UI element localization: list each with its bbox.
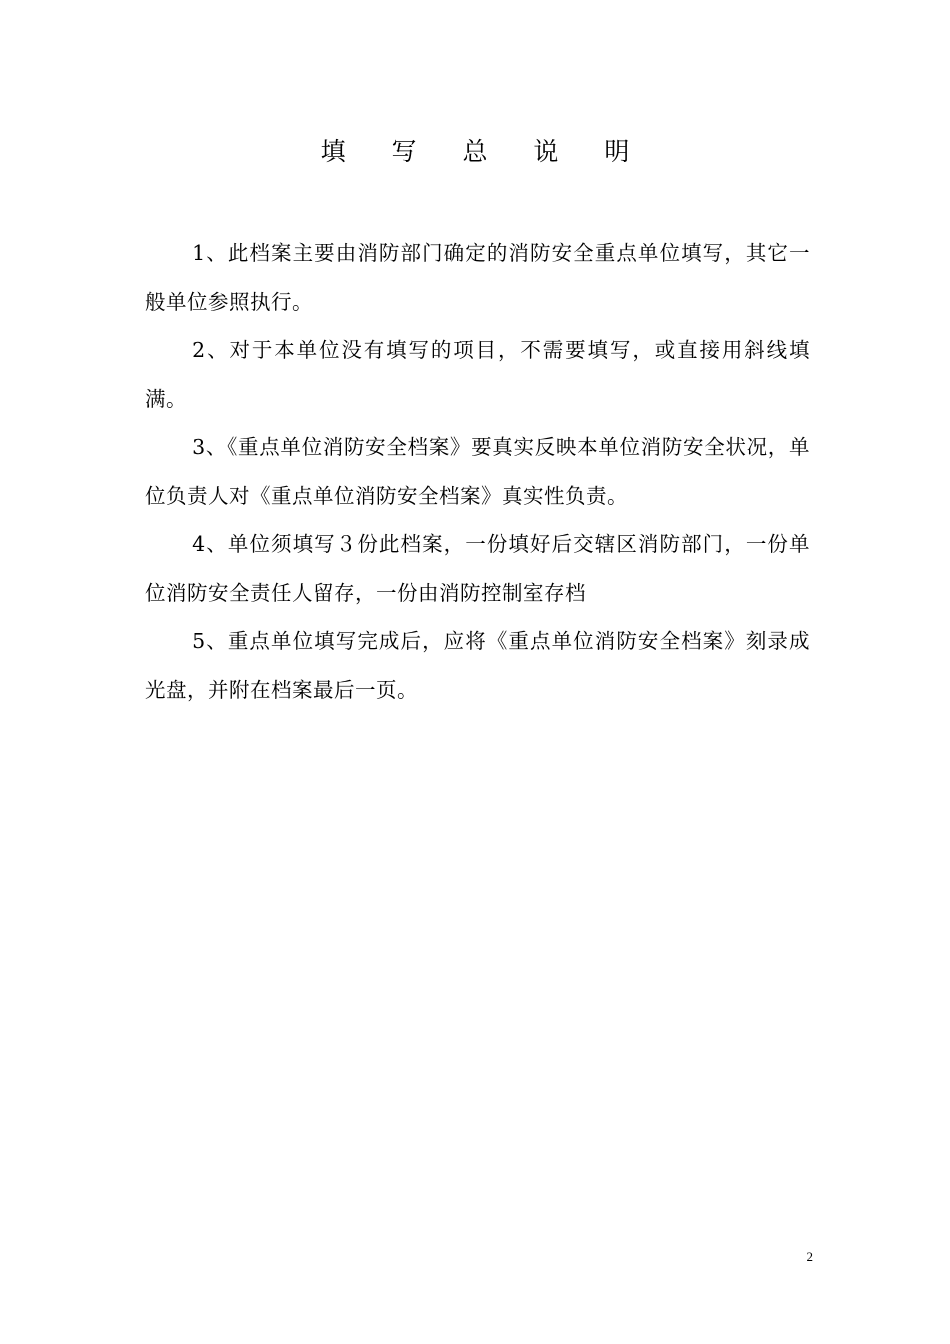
instruction-paragraph-3: 3、《重点单位消防安全档案》要真实反映本单位消防安全状况，单位负责人对《重点单位消防安全档案》真实性负责。: [145, 435, 810, 508]
instructions-body: [145, 229, 810, 714]
instruction-paragraph-4: 4、单位须填写３份此档案，一份填好后交辖区消防部门，一份单位消防安全责任人留存，一份由消防控制室存档: [145, 532, 810, 605]
instruction-paragraph-2: 2、对于本单位没有填写的项目，不需要填写，或直接用斜线填满。: [145, 338, 810, 411]
page-number: 2: [806, 1249, 813, 1264]
instruction-paragraph-5: 5、重点单位填写完成后，应将《重点单位消防安全档案》刻录成光盘，并附在档案最后一页。: [145, 629, 810, 702]
instruction-paragraph-1: 1、此档案主要由消防部门确定的消防安全重点单位填写，其它一般单位参照执行。: [145, 241, 810, 314]
page-title: 填 写 总 说 明: [320, 137, 649, 166]
